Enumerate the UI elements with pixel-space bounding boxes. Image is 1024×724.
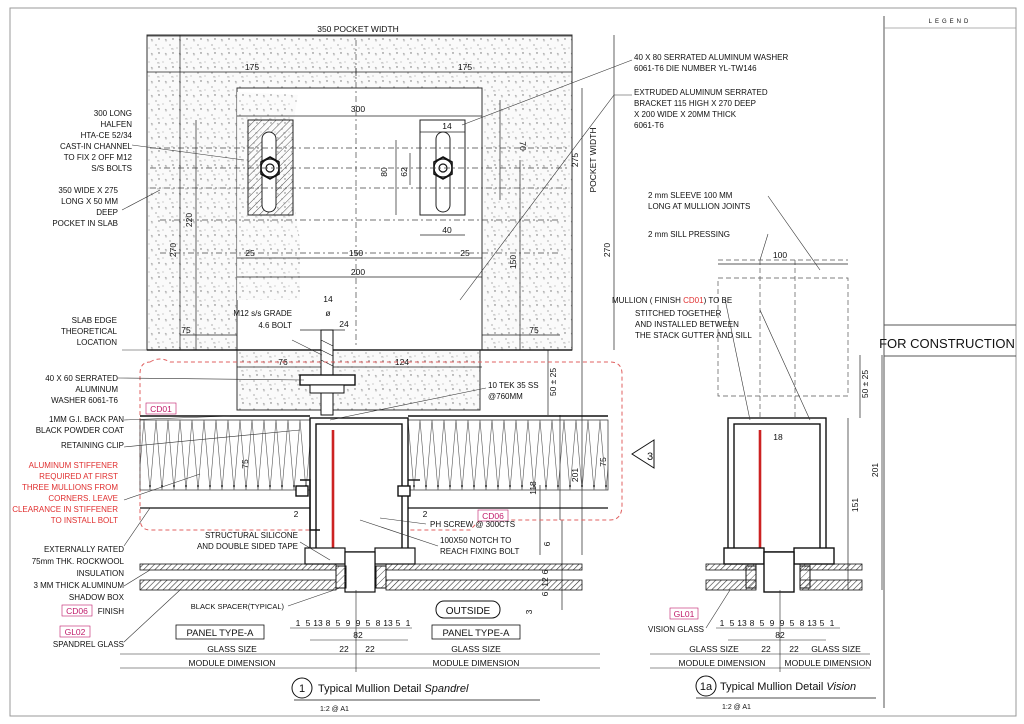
detail-title-1a xyxy=(696,676,876,711)
note-sleeve-line-2: LONG AT MULLION JOINTS xyxy=(648,202,751,211)
note-spandrel-glass-line-1: SPANDREL GLASS xyxy=(52,640,124,649)
note-m12-bolt-line-1: M12 s/s GRADE xyxy=(233,309,292,318)
note-serrated-washer-line-3: WASHER 6061-T6 xyxy=(51,396,118,405)
rockwool-insulation-right xyxy=(408,420,608,490)
svg-text:GL01: GL01 xyxy=(673,609,695,619)
note-serrated-washer xyxy=(45,374,118,405)
row-dim-detail1-8: 5 xyxy=(365,618,371,628)
row-dim-detail1-5: 5 xyxy=(335,618,341,628)
svg-text:GL02: GL02 xyxy=(64,627,86,637)
note-structural-silicone-line-1: STRUCTURAL SILICONE xyxy=(204,531,298,540)
note-spandrel-glass xyxy=(53,640,124,649)
dim-22-right: 22 xyxy=(365,644,375,654)
note-aluminum-stiffener-line-5: CLEARANCE IN STIFFENER xyxy=(12,505,118,514)
note-mullion-rest-line-2: AND INSTALLED BETWEEN xyxy=(635,320,739,329)
note-rockwool-shadow-box-line-2: 75mm THK. ROCKWOOL xyxy=(31,557,124,566)
note-halfen-channel-line-1: 300 LONG xyxy=(93,109,132,118)
glass-size-right-vision: GLASS SIZE xyxy=(811,644,861,654)
note-rockwool-shadow-box-line-4: 3 MM THICK ALUMINUM xyxy=(33,581,124,590)
note-mullion-rest xyxy=(635,309,752,340)
row-dim-detail1a-8: 5 xyxy=(789,618,795,628)
note-halfen-channel xyxy=(60,109,133,173)
row-dim-detail1-11: 5 xyxy=(395,618,401,628)
svg-text:PANEL TYPE-A: PANEL TYPE-A xyxy=(442,628,510,639)
module-dimension-left-vision: MODULE DIMENSION xyxy=(678,658,766,668)
svg-text:OUTSIDE: OUTSIDE xyxy=(445,606,491,617)
note-tek-screw xyxy=(488,381,539,401)
note-slab-edge xyxy=(61,316,118,347)
dim-14: 14 xyxy=(442,121,452,131)
module-dimension-left: MODULE DIMENSION xyxy=(188,658,276,668)
dim-175-right: 175 xyxy=(457,62,473,72)
svg-text:CD06: CD06 xyxy=(482,511,504,521)
dim-pocket-width: 350 POCKET WIDTH xyxy=(317,24,399,34)
dim-270-left: 270 xyxy=(168,242,178,258)
dim-220: 220 xyxy=(184,212,194,228)
note-retaining-clip-line-1: RETAINING CLIP xyxy=(61,441,124,450)
tag-gl02 xyxy=(60,626,90,637)
tag-cd01 xyxy=(146,403,176,414)
note-notch-line-1: 100X50 NOTCH TO xyxy=(440,536,512,545)
concrete-slab xyxy=(147,35,572,410)
note-rockwool-shadow-box-line-5: SHADOW BOX xyxy=(68,593,124,602)
note-notch xyxy=(440,536,520,556)
dim-270-right: 270 xyxy=(602,242,612,258)
dim-50-25: 50 ± 25 xyxy=(548,367,558,397)
row-dim-detail1a-5: 5 xyxy=(759,618,765,628)
dim-25-right: 25 xyxy=(460,248,470,258)
row-dim-detail1-10: 13 xyxy=(383,618,393,628)
glass-size-left: GLASS SIZE xyxy=(207,644,257,654)
note-extruded-bracket xyxy=(634,88,768,130)
svg-text:3: 3 xyxy=(646,451,654,463)
note-aluminum-stiffener-line-2: REQUIRED AT FIRST xyxy=(39,472,118,481)
row-dim-detail1-12: 1 xyxy=(405,618,411,628)
note-slab-edge-line-2: THEORETICAL xyxy=(60,327,117,336)
note-pocket-in-slab xyxy=(52,186,118,228)
dim-2-left: 2 xyxy=(293,509,299,519)
note-black-spacer-line-1: BLACK SPACER(TYPICAL) xyxy=(190,602,284,611)
note-rockwool-shadow-box xyxy=(32,545,125,602)
note-halfen-channel-line-6: S/S BOLTS xyxy=(91,164,132,173)
dim-150: 150 xyxy=(348,248,364,258)
dim-62: 62 xyxy=(399,167,409,177)
note-pocket-in-slab-line-2: LONG X 50 MM xyxy=(61,197,118,206)
note-tek-screw-line-2: @760MM xyxy=(488,392,523,401)
dim-24: 24 xyxy=(339,319,349,329)
dim-75-right: 75 xyxy=(529,325,539,335)
note-extruded-bracket-line-2: BRACKET 115 HIGH X 270 DEEP xyxy=(634,99,756,108)
note-halfen-channel-line-4: CAST-IN CHANNEL xyxy=(59,142,132,151)
note-slab-edge-line-1: SLAB EDGE xyxy=(71,316,117,325)
dim-82-vision: 82 xyxy=(775,630,785,640)
note-rockwool-shadow-box-line-3: INSULATION xyxy=(76,569,124,578)
svg-text:CD01: CD01 xyxy=(150,404,172,414)
dim-6-a: 6 xyxy=(542,541,552,547)
note-serrated-washer-line-1: 40 X 60 SERRATED xyxy=(45,374,118,383)
dim-201-vision: 201 xyxy=(870,462,880,478)
row-dim-detail1-4: 8 xyxy=(325,618,331,628)
row-dim-detail1a-2: 5 xyxy=(729,618,735,628)
note-black-spacer xyxy=(191,602,285,611)
title-italic-1: Spandrel xyxy=(424,683,469,695)
notes-left xyxy=(12,109,132,649)
note-halfen-channel-line-2: HALFEN xyxy=(100,120,132,129)
dim-275: 275 xyxy=(570,152,580,168)
note-mullion-line1: MULLION ( FINISH CD01) TO BE xyxy=(612,296,733,305)
row-dim-detail1a-12: 1 xyxy=(829,618,835,628)
row-dim-detail1a-7: 9 xyxy=(779,618,785,628)
tag-cd06-finish xyxy=(62,605,92,616)
note-m12-bolt-line-2: 4.6 BOLT xyxy=(258,321,292,330)
detail-title-1 xyxy=(292,678,540,713)
title-scale-1a: 1:2 @ A1 xyxy=(722,704,751,711)
svg-text:1a: 1a xyxy=(699,681,713,693)
note-slab-edge-line-3: LOCATION xyxy=(76,338,117,347)
dim-3: 3 xyxy=(524,609,534,615)
note-back-pan xyxy=(36,415,125,435)
note-serrated-washer-80 xyxy=(634,53,788,73)
dim-pocket-width-vertical: POCKET WIDTH xyxy=(588,127,598,193)
svg-text:CD06: CD06 xyxy=(66,606,88,616)
dim-14-bolt: 14 xyxy=(323,294,333,304)
dim-76: 76 xyxy=(278,357,288,367)
row-dim-detail1a-10: 13 xyxy=(807,618,817,628)
note-vision-glass: VISION GLASS xyxy=(647,625,704,634)
note-halfen-channel-line-5: TO FIX 2 OFF M12 xyxy=(63,153,132,162)
dim-100: 100 xyxy=(772,250,788,260)
note-aluminum-stiffener-line-6: TO INSTALL BOLT xyxy=(50,516,118,525)
panel-type-right xyxy=(432,625,520,639)
note-aluminum-stiffener-line-3: THREE MULLIONS FROM xyxy=(21,483,118,492)
row-dim-detail1a-3: 13 xyxy=(737,618,747,628)
dim-22-left: 22 xyxy=(339,644,349,654)
section-marker xyxy=(632,440,654,468)
row-dim-detail1-1: 1 xyxy=(295,618,301,628)
title-text-1a: Typical Mullion Detail xyxy=(720,681,827,693)
note-structural-silicone-line-2: AND DOUBLE SIDED TAPE xyxy=(196,542,298,551)
note-extruded-bracket-line-1: EXTRUDED ALUMINUM SERRATED xyxy=(634,88,768,97)
dim-22-right-vision: 22 xyxy=(789,644,799,654)
dim-phi: ø xyxy=(325,308,331,318)
note-extruded-bracket-line-4: 6061-T6 xyxy=(634,121,664,130)
tag-gl01 xyxy=(670,608,698,619)
svg-text:1: 1 xyxy=(298,683,306,695)
black-spacer-left xyxy=(336,566,346,588)
svg-text:Typical Mullion Detail Vision xyxy=(720,681,856,693)
dim-70: 70 xyxy=(518,141,528,151)
row-dim-detail1a-4: 8 xyxy=(749,618,755,628)
dim-25-left: 25 xyxy=(245,248,255,258)
note-ph-screw-line-1: PH SCREW @ 300CTS xyxy=(430,520,516,529)
dim-2-right: 2 xyxy=(422,509,428,519)
svg-text:PANEL TYPE-A: PANEL TYPE-A xyxy=(186,628,254,639)
dim-50-25-vision: 50 ± 25 xyxy=(860,369,870,399)
note-back-pan-line-2: BLACK POWDER COAT xyxy=(35,426,124,435)
legend-title: LEGEND xyxy=(928,19,972,25)
note-mullion-rest-line-3: THE STACK GUTTER AND SILL xyxy=(635,331,752,340)
note-rockwool-shadow-box-line-1: EXTERNALLY RATED xyxy=(43,545,124,554)
title-italic-1a: Vision xyxy=(826,681,857,693)
note-notch-line-2: REACH FIXING BOLT xyxy=(440,547,520,556)
mullion-finish-tag: CD01 xyxy=(683,296,704,305)
row-dim-detail1-6: 9 xyxy=(345,618,351,628)
note-serrated-washer-80-line-2: 6061-T6 DIE NUMBER YL-TW146 xyxy=(634,64,757,73)
title-text-1: Typical Mullion Detail xyxy=(318,683,425,695)
note-mullion-rest-line-1: STITCHED TOGETHER xyxy=(635,309,722,318)
note-pocket-in-slab-line-1: 350 WIDE X 275 xyxy=(58,186,118,195)
row-dims-detail1 xyxy=(296,618,411,628)
row-dim-detail1-7: 9 xyxy=(355,618,361,628)
note-back-pan-line-1: 1MM G.I. BACK PAN xyxy=(49,415,124,424)
dim-151-vision: 151 xyxy=(850,497,860,513)
note-ph-screw xyxy=(430,520,515,529)
dim-175-left: 175 xyxy=(244,62,260,72)
dim-300: 300 xyxy=(350,104,366,114)
dim-80: 80 xyxy=(379,167,389,177)
row-dims-detail1a xyxy=(720,618,835,628)
note-sleeve xyxy=(648,191,750,211)
panel-type-left xyxy=(176,625,264,639)
mullion-profile xyxy=(293,418,420,558)
svg-text:Typical Mullion Detail Spandre xyxy=(318,683,469,695)
note-sill-pressing-line-1: 2 mm SILL PRESSING xyxy=(648,230,730,239)
note-pocket-in-slab-line-4: POCKET IN SLAB xyxy=(52,219,118,228)
note-pocket-in-slab-line-3: DEEP xyxy=(96,208,118,217)
row-dim-detail1a-6: 9 xyxy=(769,618,775,628)
dim-6-c: 6 xyxy=(540,591,550,597)
note-serrated-washer-line-2: ALUMINUM xyxy=(75,385,118,394)
note-aluminum-stiffener-line-4: CORNERS. LEAVE xyxy=(48,494,118,503)
module-dimension-right-vision: MODULE DIMENSION xyxy=(784,658,872,668)
glass-size-left-vision: GLASS SIZE xyxy=(689,644,739,654)
dim-75-left: 75 xyxy=(181,325,191,335)
black-spacer-right xyxy=(376,566,386,588)
for-construction-stamp: FOR CONSTRUCTION xyxy=(879,336,1015,351)
dim-18-vision: 18 xyxy=(773,432,783,442)
dim-150-vertical: 150 xyxy=(508,254,518,270)
dim-6-b: 6 xyxy=(540,569,550,575)
rockwool-insulation-left xyxy=(140,420,310,490)
dim-40: 40 xyxy=(442,225,452,235)
row-dim-detail1-2: 5 xyxy=(305,618,311,628)
note-serrated-washer-80-line-1: 40 X 80 SERRATED ALUMINUM WASHER xyxy=(634,53,789,62)
note-aluminum-stiffener xyxy=(12,461,118,525)
title-scale-1: 1:2 @ A1 xyxy=(320,706,349,713)
dim-124: 124 xyxy=(394,357,410,367)
module-dimension-right: MODULE DIMENSION xyxy=(432,658,520,668)
vision-sleeve-dashed xyxy=(718,260,848,420)
note-shadow-box-finish: FINISH xyxy=(97,607,124,616)
dim-22-left-vision: 22 xyxy=(761,644,771,654)
dim-82: 82 xyxy=(353,630,363,640)
row-dim-detail1-9: 8 xyxy=(375,618,381,628)
note-aluminum-stiffener-line-1: ALUMINUM STIFFENER xyxy=(28,461,118,470)
dim-200: 200 xyxy=(350,267,366,277)
note-extruded-bracket-line-3: X 200 WIDE X 20MM THICK xyxy=(634,110,737,119)
row-dim-detail1a-9: 8 xyxy=(799,618,805,628)
glass-size-right: GLASS SIZE xyxy=(451,644,501,654)
row-dim-detail1-3: 13 xyxy=(313,618,323,628)
note-structural-silicone xyxy=(197,531,298,551)
outside-label xyxy=(436,601,500,618)
row-dim-detail1a-11: 5 xyxy=(819,618,825,628)
note-sill-pressing xyxy=(648,230,730,239)
note-sleeve-line-1: 2 mm SLEEVE 100 MM xyxy=(648,191,733,200)
note-tek-screw-line-1: 10 TEK 35 SS xyxy=(488,381,539,390)
note-halfen-channel-line-3: HTA-CE 52/34 xyxy=(80,131,132,140)
note-retaining-clip xyxy=(61,441,124,450)
row-dim-detail1a-1: 1 xyxy=(719,618,725,628)
